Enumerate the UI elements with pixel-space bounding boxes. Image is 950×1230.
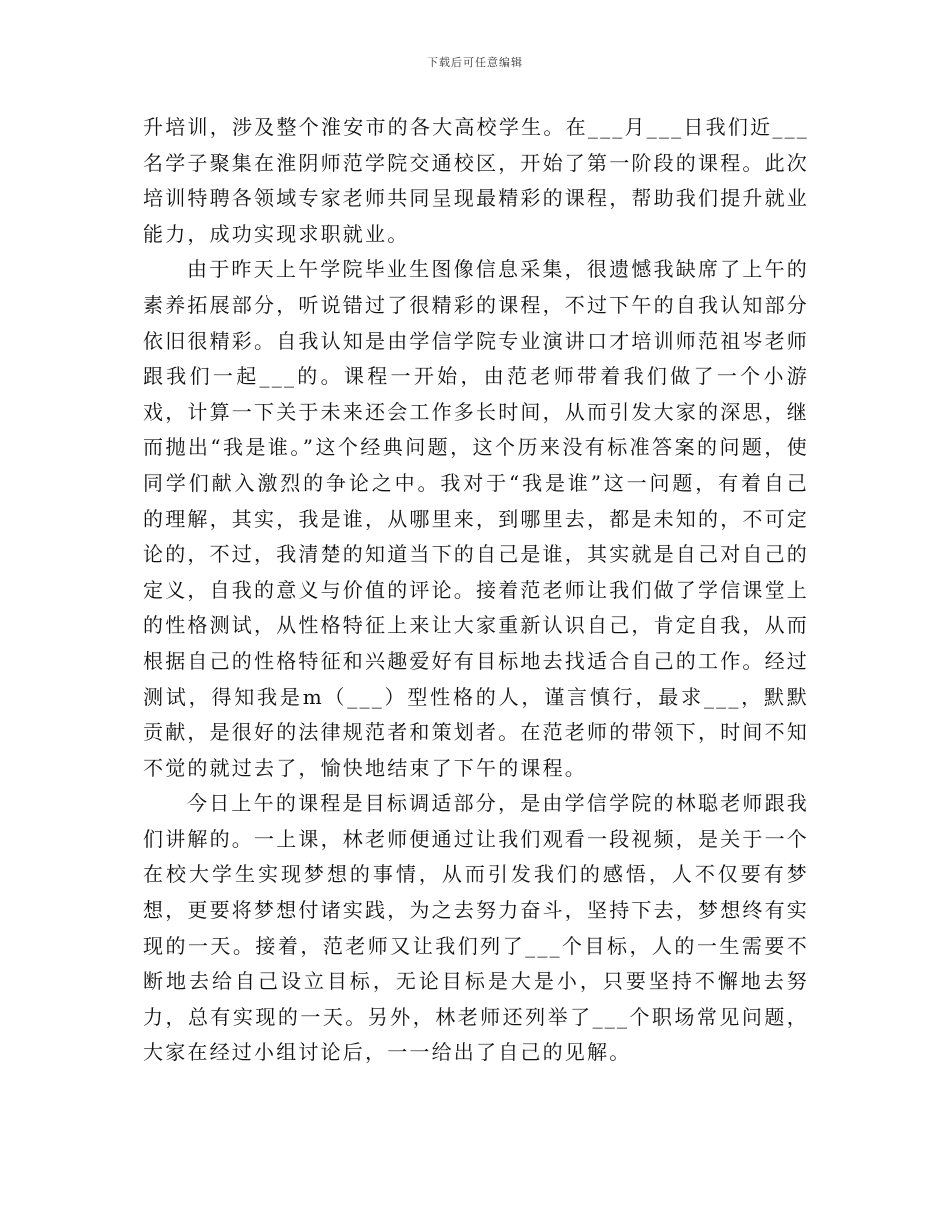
document-body: [143, 110, 809, 1071]
page-header: 下载后可任意编辑: [427, 56, 523, 69]
paragraph-1: 升培训，涉及整个淮安市的各大高校学生。在___月___日我们近___名学子聚集在淮阴师范学院交通校区，开始了第一阶段的课程。此次培训特聘各领域专家老师共同呈现最精彩的课程，帮助我们提升就业能力，成功实现求职就业。: [143, 115, 809, 246]
paragraph-2: 由于昨天上午学院毕业生图像信息采集，很遗憾我缺席了上午的素养拓展部分，听说错过了很精彩的课程，不过下午的自我认知部分依旧很精彩。自我认知是由学信学院专业演讲口才培训师范祖岑老师跟我们一起___的。课程一开始，由范老师带着我们做了一个小游戏，计算一下关于未来还会工作多长时间，从而引发大家的深思，继而抛出“我是谁。”这个经典问题，这个历来没有标准答案的问题，使同学们献入激烈的争论之中。我对于“我是谁”这一问题，有着自己的理解，其实，我是谁，从哪里来，到哪里去，都是未知的，不可定论的，不过，我清楚的知道当下的自己是谁，其实就是自己对自己的定义，自我的意义与价值的评论。接着范老师让我们做了学信课堂上的性格测试，从性格特征上来让大家重新认识自己，肯定自我，从而根据自己的性格特征和兴趣爱好有目标地去找适合自己的工作。经过测试，得知我是m（___）型性格的人，谨言慎行，最求___，默默贡献，是很好的法律规范者和策划者。在范老师的带领下，时间不知不觉的就过去了，愉快地结束了下午的课程。: [143, 257, 809, 780]
paragraph-3: 今日上午的课程是目标调适部分，是由学信学院的林聪老师跟我们讲解的。一上课，林老师便通过让我们观看一段视频，是关于一个在校大学生实现梦想的事情，从而引发我们的感悟，人不仅要有梦想，更要将梦想付诸实践，为之去努力奋斗，坚持下去，梦想终有实现的一天。接着，范老师又让我们列了___个目标，人的一生需要不断地去给自己设立目标，无论目标是大是小，只要坚持不懈地去努力，总有实现的一天。另外，林老师还列举了___个职场常见问题，大家在经过小组讨论后，一一给出了自己的见解。: [143, 791, 809, 1065]
